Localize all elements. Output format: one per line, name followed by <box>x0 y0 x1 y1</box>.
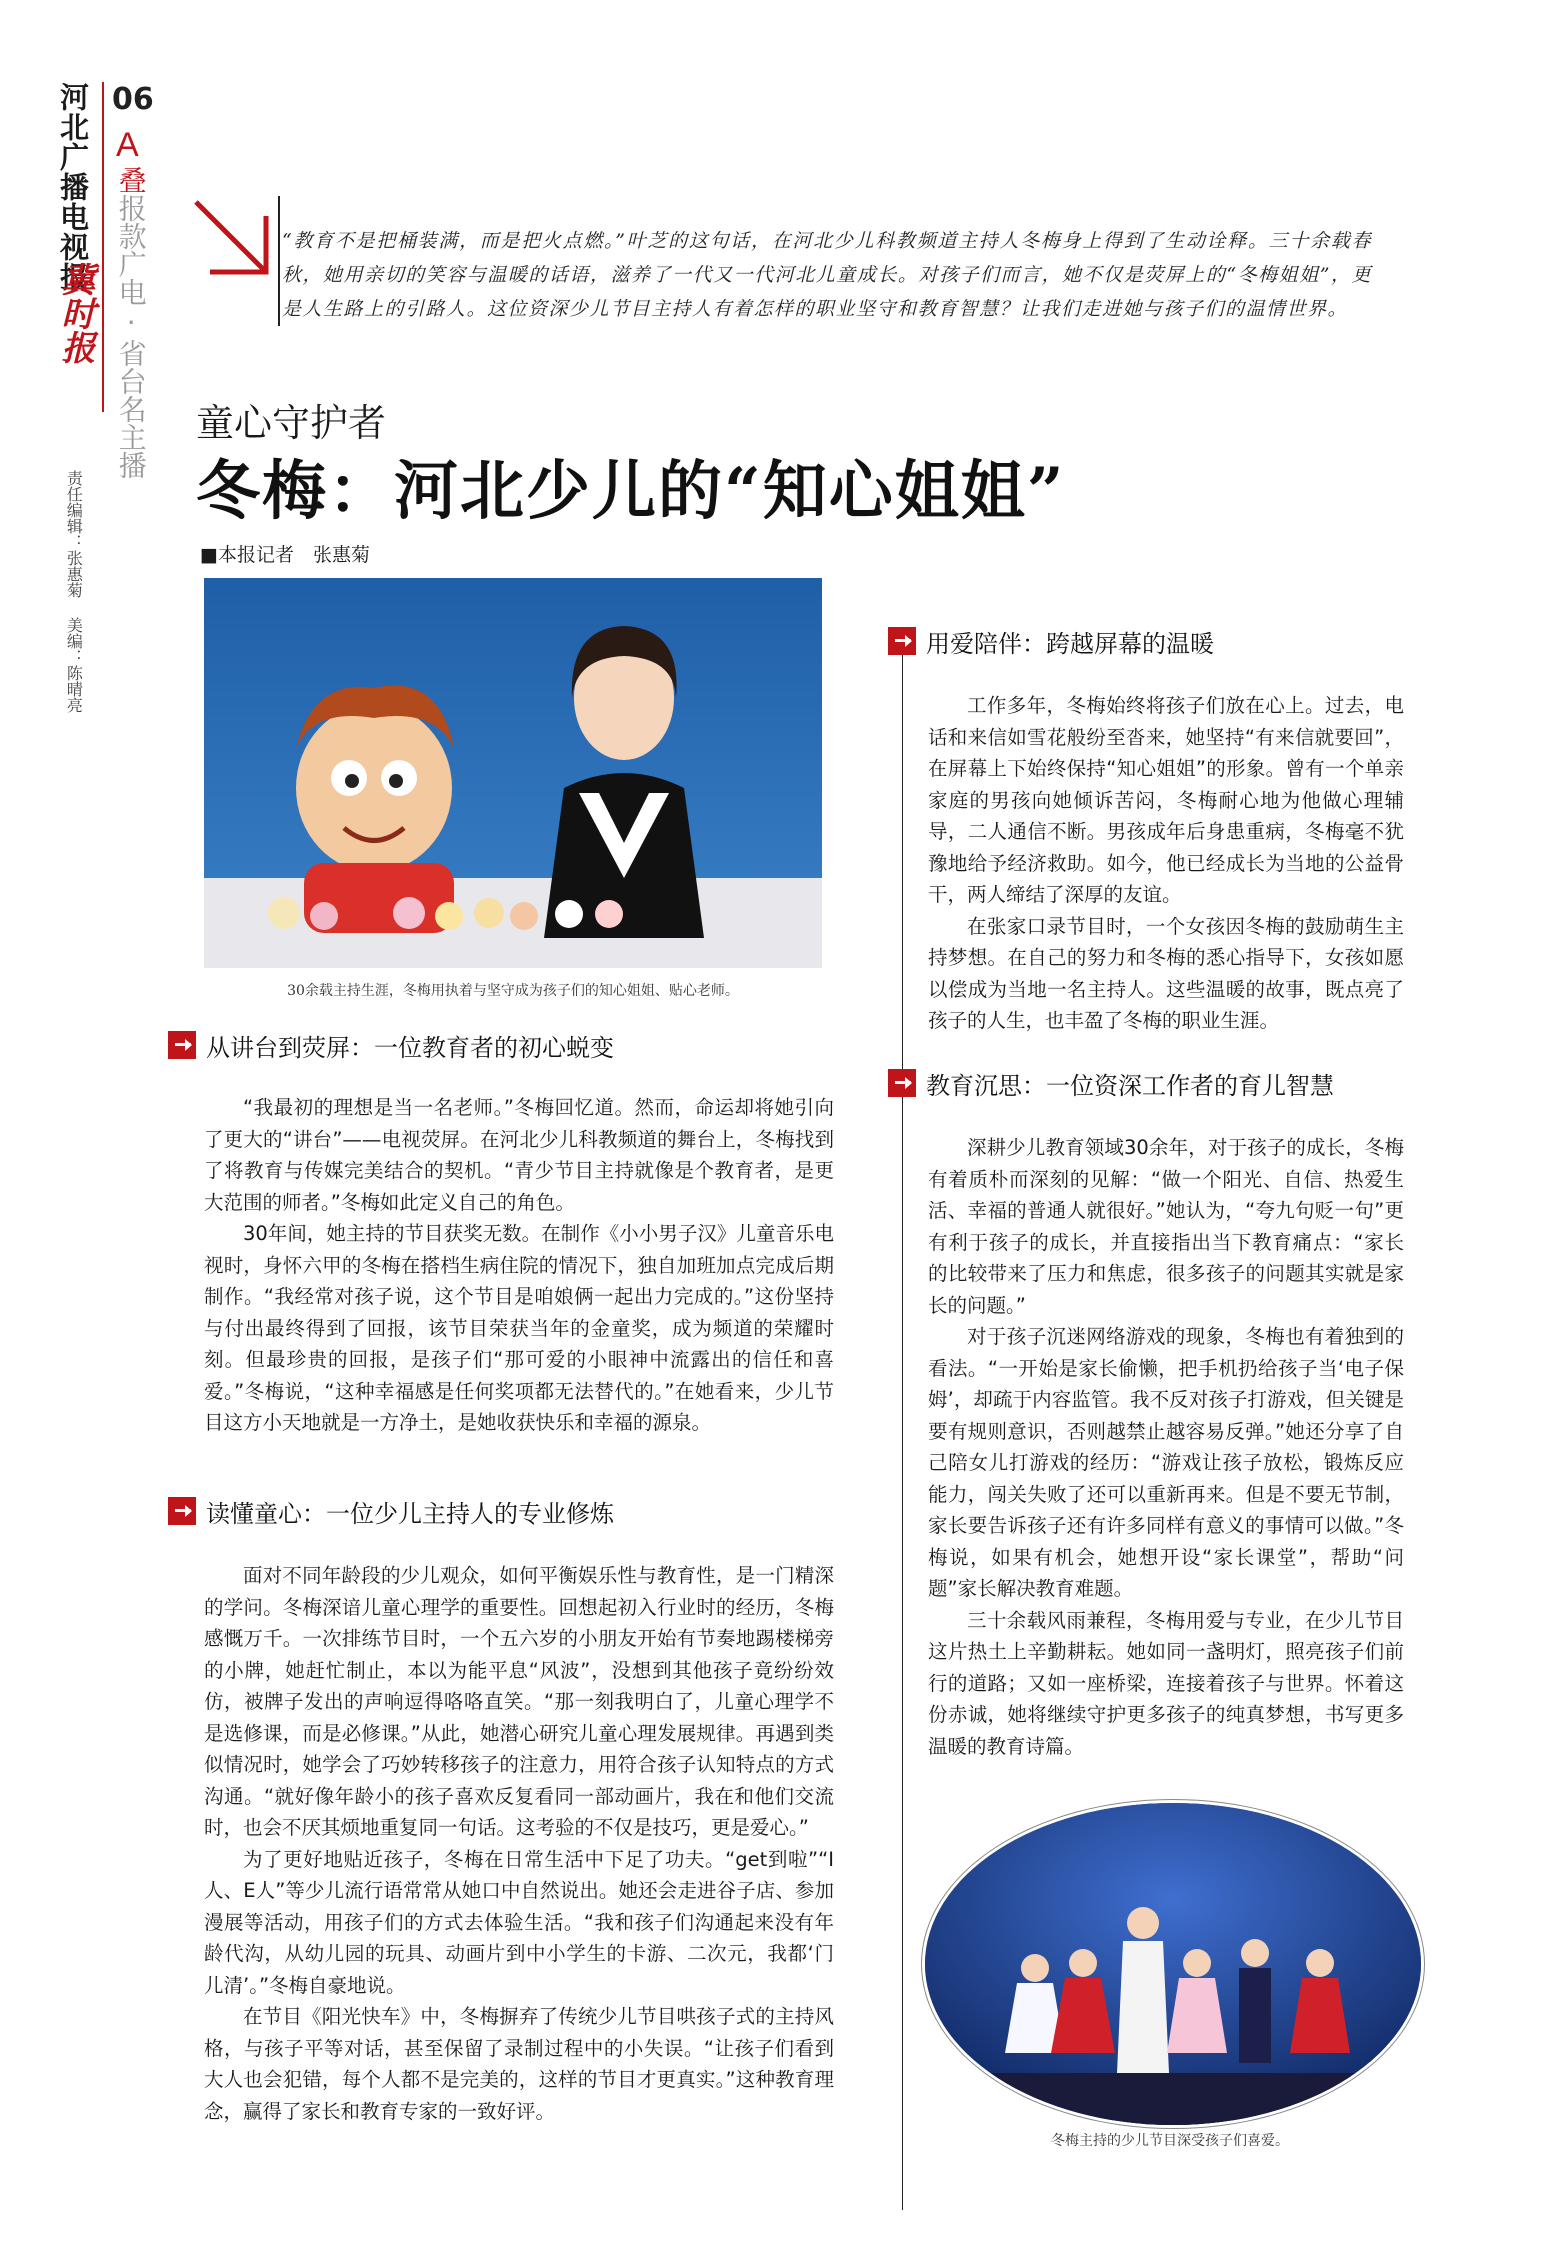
section-label <box>116 166 146 479</box>
paragraph: 在张家口录节目时，一个女孩因冬梅的鼓励萌生主持梦想。在自己的努力和冬梅的悉心指导下，女孩如愿以偿成为当地一名主持人。这些温暖的故事，既点亮了孩子的人生，也丰盈了冬梅的职业生涯。 <box>928 914 1404 1032</box>
paragraph: 30年间，她主持的节目获奖无数。在制作《小小男子汉》儿童音乐电视时，身怀六甲的冬梅在搭档生病住院的情况下，独自加班加点完成后期制作。“我经常对孩子说，这个节目是咱娘俩一起出力完成的。”这份坚持与付出最终得到了回报，该节目荣获当年的金童奖，成为频道的荣耀时刻。但最珍贵的回报，是孩子们“那可爱的小眼神中流露出的信任和喜爱。”冬梅说，“这种幸福感是任何奖项都无法替代的。”在她看来，少儿节目这方小天地就是一方净土，是她收获快乐和幸福的源泉。 <box>204 1222 834 1434</box>
byline: ■本报记者 张惠菊 <box>200 544 370 566</box>
section-letter: A <box>116 126 139 164</box>
section-body-3 <box>928 690 1404 1037</box>
photo1-caption: 30余载主持生涯，冬梅用执着与坚守成为孩子们的知心姐姐、贴心老师。 <box>287 983 739 999</box>
paragraph: 对于孩子沉迷网络游戏的现象，冬梅也有着独到的看法。“一开始是家长偷懒，把手机扔给孩子当‘电子保姆’，却疏于内容监管。我不反对孩子打游戏，但关键是要有规则意识，否则越禁止越容易反弹。”她还分享了自己陪女儿打游戏的经历：“游戏让孩子放松，锻炼反应能力，闯关失败了还可以重新再来。但是不要无节制，家长要告诉孩子还有许多同样有意义的事情可以做。”冬梅说，如果有机会，她想开设“家长课堂”，帮助“问题”家长解决教育难题。 <box>928 1325 1404 1600</box>
section-title: 教育沉思：一位资深工作者的育儿智慧 <box>926 1071 1334 1100</box>
photo2-caption: 冬梅主持的少儿节目深受孩子们喜爱。 <box>1051 2133 1289 2149</box>
intro-rule <box>278 196 280 326</box>
stage-children-photo <box>922 1800 1424 2128</box>
section-heading-1 <box>168 1028 614 1062</box>
arrow-right-icon <box>168 1031 196 1059</box>
editor-credits: 责任编辑：张惠菊 美编：陈晴亮 <box>64 470 84 713</box>
photo1-illustration <box>204 578 822 968</box>
section-heading-4 <box>888 1066 1334 1100</box>
section-heading-2 <box>168 1494 614 1528</box>
section-title: 从讲台到荧屏：一位教育者的初心蜕变 <box>206 1033 614 1062</box>
masthead-divider <box>102 82 104 412</box>
section-body-2 <box>204 1560 834 2127</box>
kicker: 童心守护者 <box>196 401 387 445</box>
paragraph: 为了更好地贴近孩子，冬梅在日常生活中下足了功夫。“get到啦”“I人、E人”等少儿流行语常常从她口中自然说出。她还会走进谷子店、参加漫展等活动，用孩子们的方式去体验生活。“我和孩子们沟通起来没有年龄代沟，从幼儿园的玩具、动画片到中小学生的卡游、二次元，我都‘门儿清’。”冬梅自豪地说。 <box>204 1847 834 1997</box>
paragraph: 工作多年，冬梅始终将孩子们放在心上。过去，电话和来信如雪花般纷至沓来，她坚持“有来信就要回”，在屏幕上下始终保持“知心姐姐”的形象。曾有一个单亲家庭的男孩向她倾诉苦闷，冬梅耐心地为他做心理辅导，二人通信不断。男孩成年后身患重病，冬梅毫不犹豫地给予经济救助。如今，他已经成长为当地的公益骨干，两人缔结了深厚的友谊。 <box>928 694 1404 906</box>
headline: 冬梅：河北少儿的“知心姐姐” <box>196 454 1066 529</box>
paragraph: 在节目《阳光快车》中，冬梅摒弃了传统少儿节目哄孩子式的主持风格，与孩子平等对话，甚至保留了录制过程中的小失误。“让孩子们看到大人也会犯错，每个人都不是完美的，这样的节目才更真实。”这种教育理念，赢得了家长和教育专家的一致好评。 <box>204 2005 834 2123</box>
host-with-puppet-photo <box>204 578 822 968</box>
section-title: 用爱陪伴：跨越屏幕的温暖 <box>926 629 1214 658</box>
brand-logo-script: 冀时报 <box>55 262 95 364</box>
paragraph: 三十余载风雨兼程，冬梅用爱与专业，在少儿节目这片热土上辛勤耕耘。她如同一盏明灯，照亮孩子们前行的道路；又如一座桥梁，连接着孩子与世界。怀着这份赤诚，她将继续守护更多孩子的纯真梦想，书写更多温暖的教育诗篇。 <box>928 1608 1404 1758</box>
arrow-right-icon <box>888 627 916 655</box>
section-label-red: 叠 <box>114 166 148 194</box>
section-body-1 <box>204 1092 834 1439</box>
section-heading-3 <box>888 624 1214 658</box>
arrow-right-icon <box>168 1497 196 1525</box>
arrow-right-icon <box>888 1069 916 1097</box>
page-number: 06 <box>112 82 154 117</box>
photo2-illustration <box>925 1803 1421 2125</box>
intro-paragraph: “教育不是把桶装满，而是把火点燃。”叶芝的这句话，在河北少儿科教频道主持人冬梅身上得到了生动诠释。三十余载春秋，她用亲切的笑容与温暖的话语，滋养了一代又一代河北儿童成长。对孩子们而言，她不仅是荧屏上的“冬梅姐姐”，更是人生路上的引路人。这位资深少儿节目主持人有着怎样的职业坚守和教育智慧？让我们走进她与孩子们的温情世界。 <box>282 230 1372 320</box>
paragraph: “我最初的理想是当一名老师。”冬梅回忆道。然而，命运却将她引向了更大的“讲台”——电视荧屏。在河北少儿科教频道的舞台上，冬梅找到了将教育与传媒完美结合的契机。“青少节目主持就像是个教育者，是更大范围的师者。”冬梅如此定义自己的角色。 <box>204 1096 834 1214</box>
section-title: 读懂童心：一位少儿主持人的专业修炼 <box>206 1499 614 1528</box>
column-divider <box>902 630 903 2210</box>
paragraph: 深耕少儿教育领域30余年，对于孩子的成长，冬梅有着质朴而深刻的见解：“做一个阳光、自信、热爱生活、幸福的普通人就很好。”她认为，“夸九句贬一句”更有利于孩子的成长，并直接指出当下教育痛点：“家长的比较带来了压力和焦虑，很多孩子的问题其实就是家长的问题。” <box>928 1136 1404 1317</box>
section-body-4 <box>928 1132 1404 1762</box>
arrow-down-right-icon <box>190 196 274 280</box>
paragraph: 面对不同年龄段的少儿观众，如何平衡娱乐性与教育性，是一门精深的学问。冬梅深谙儿童心理学的重要性。回想起初入行业时的经历，冬梅感慨万千。一次排练节目时，一个五六岁的小朋友开始有节奏地踢楼梯旁的小牌，她赶忙制止，本以为能平息“风波”，没想到其他孩子竟纷纷效仿，被牌子发出的声响逗得咯咯直笑。“那一刻我明白了，儿童心理学不是选修课，而是必修课。”从此，她潜心研究儿童心理发展规律。再遇到类似情况时，她学会了巧妙转移孩子的注意力，用符合孩子认知特点的方式沟通。“就好像年龄小的孩子喜欢反复看同一部动画片，我在和他们交流时，也会不厌其烦地重复同一句话。这考验的不仅是技巧，更是爱心。” <box>204 1564 834 1839</box>
newspaper-name: 河北广播电视报 <box>56 82 90 292</box>
section-label-gray: 报款广电·省台名主播 <box>114 194 148 479</box>
